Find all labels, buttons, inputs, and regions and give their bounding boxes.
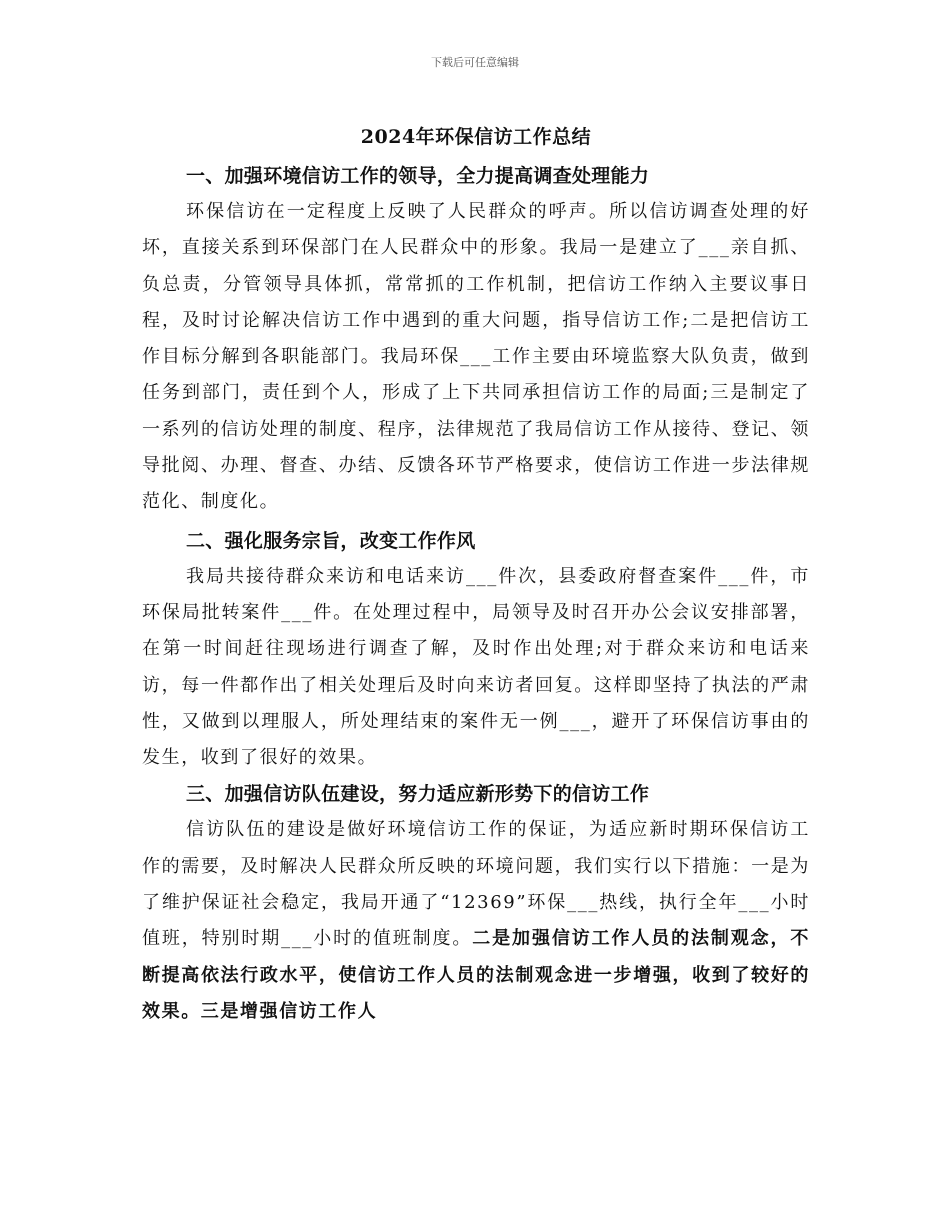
section-1-heading: 一、加强环境信访工作的领导，全力提高调查处理能力 [186, 165, 650, 187]
header-note: 下载后可任意编辑 [431, 56, 519, 69]
document-title: 2024年环保信访工作总结 [360, 126, 592, 148]
section-3-paragraph-bold: 二是加强信访工作人员的法制观念，不断提高依法行政水平，使信访工作人员的法制观念进一步增强，收到了较好的效果。三是增强信访工作人 [142, 928, 810, 1022]
section-2-heading: 二、强化服务宗旨，改变工作作风 [186, 529, 476, 552]
section-3-heading: 三、加强信访队伍建设，努力适应新形势下的信访工作 [186, 783, 650, 806]
section-3-paragraph [142, 812, 810, 1030]
document-body [142, 120, 810, 1030]
section-2-paragraph: 我局共接待群众来访和电话来访___件次，县委政府督查案件___件，市环保局批转案件___件。在处理过程中，局领导及时召开办公会议安排部署，在第一时间赶往现场进行调查了解，及时作出处理;对于群众来访和电话来访，每一件都作出了相关处理后及时向来访者回复。这样即坚持了执法的严肃性，又做到以理服人，所处理结束的案件无一例___，避开了环保信访事由的发生，收到了很好的效果。 [142, 565, 810, 769]
section-1-paragraph: 环保信访在一定程度上反映了人民群众的呼声。所以信访调查处理的好坏，直接关系到环保部门在人民群众中的形象。我局一是建立了___亲自抓、负总责，分管领导具体抓，常常抓的工作机制，把信访工作纳入主要议事日程，及时讨论解决信访工作中遇到的重大问题，指导信访工作;二是把信访工作目标分解到各职能部门。我局环保___工作主要由环境监察大队负责，做到任务到部门，责任到个人，形成了上下共同承担信访工作的局面;三是制定了一系列的信访处理的制度、程序，法律规范了我局信访工作从接待、登记、领导批阅、办理、督查、办结、反馈各环节严格要求，使信访工作进一步法律规范化、制度化。 [142, 201, 810, 513]
section-3-paragraph-normal: 信访队伍的建设是做好环境信访工作的保证，为适应新时期环保信访工作的需要，及时解决人民群众所反映的环境问题，我们实行以下措施：一是为了维护保证社会稳定，我局开通了“12369”环保___热线，执行全年___小时值班，特别时期___小时的值班制度。 [142, 819, 810, 950]
